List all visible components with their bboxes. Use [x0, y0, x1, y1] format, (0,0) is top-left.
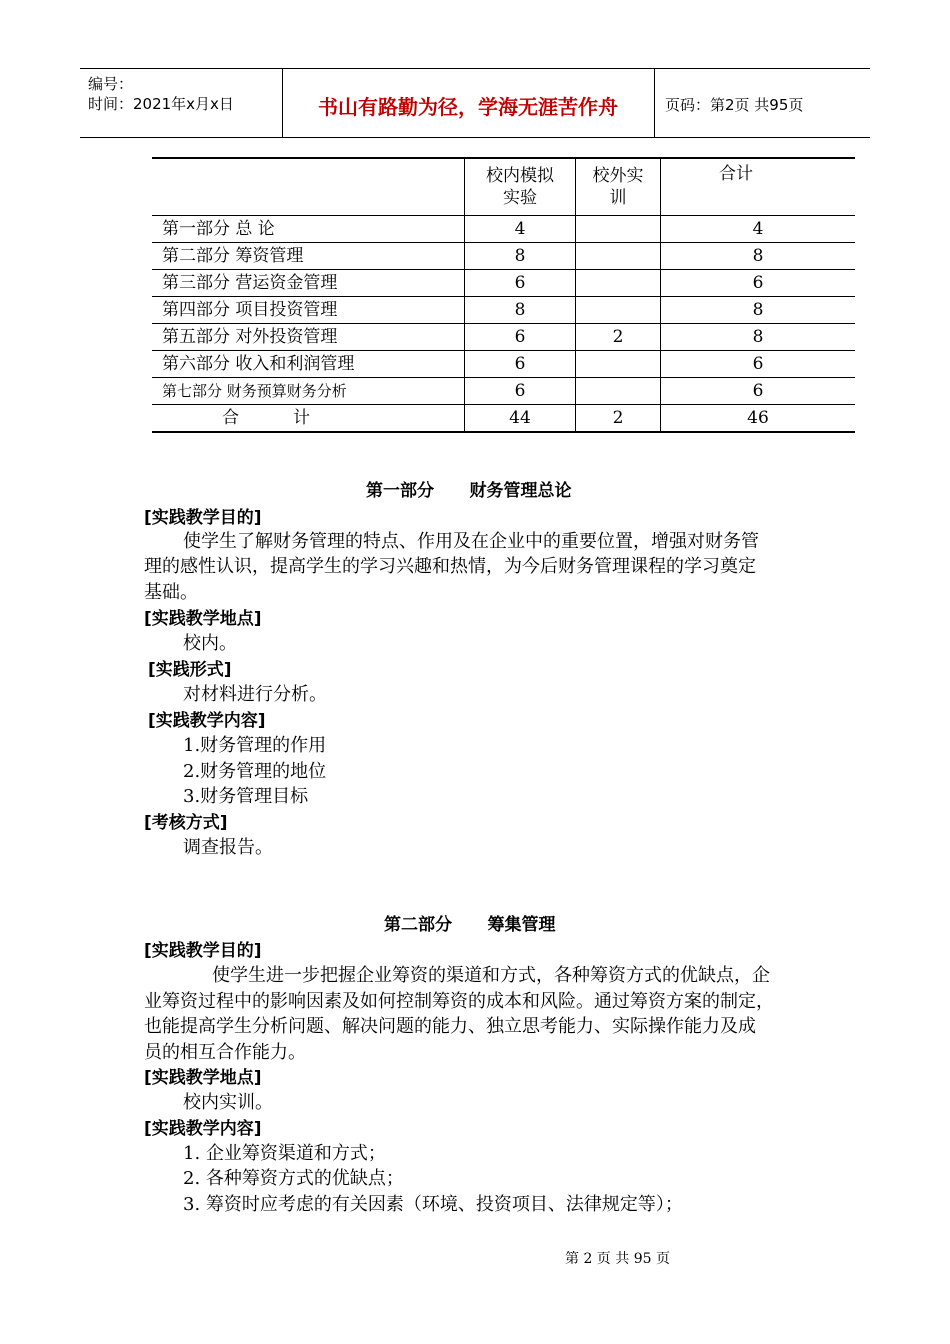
section2-purpose-line: 业筹资过程中的影响因素及如何控制筹资的成本和风险。通过筹资方案的制定， — [144, 991, 774, 1012]
table-row: 第六部分 收入和利润管理 6 6 — [152, 351, 855, 378]
number-label: 编号： — [88, 75, 134, 93]
table-header-blank — [152, 158, 465, 216]
table-row: 第五部分 对外投资管理 6 2 8 — [152, 324, 855, 351]
list-item: 2. 各种筹资方式的优缺点； — [183, 1168, 404, 1189]
table-row: 第七部分 财务预算财务分析 6 6 — [152, 378, 855, 405]
time-label: 时间：2021年x月x日 — [88, 95, 234, 113]
section2-purpose-line: 也能提高学生分析问题、解决问题的能力、独立思考能力、实际操作能力及成 — [144, 1016, 756, 1037]
header-page-cell — [655, 69, 870, 137]
section1-assess: 调查报告。 — [183, 837, 273, 858]
section2-title: 第二部分 筹集管理 — [384, 915, 556, 935]
page-info: 页码：第2页 共95页 — [665, 96, 804, 114]
section2-location: 校内实训。 — [183, 1092, 273, 1113]
section1-purpose-line: 基础。 — [144, 582, 198, 603]
list-item: 3.财务管理目标 — [183, 786, 309, 807]
table-total-row: 合 计 44 2 46 — [152, 405, 855, 433]
section1-purpose-line: 理的感性认识，提高学生的学习兴趣和热情，为今后财务管理课程的学习奠定 — [144, 556, 756, 577]
hours-table — [152, 157, 855, 433]
table-header-external: 校外实 训 — [576, 158, 661, 216]
section2-purpose-line: 使学生进一步把握企业筹资的渠道和方式，各种筹资方式的优缺点，企 — [212, 965, 770, 986]
section1-form: 对材料进行分析。 — [183, 684, 327, 705]
section2-purpose-label: [实践教学目的] — [144, 941, 262, 961]
list-item: 1.财务管理的作用 — [183, 735, 327, 756]
page-footer: 第 2 页 共 95 页 — [565, 1251, 670, 1267]
section2-location-label: [实践教学地点] — [144, 1068, 262, 1088]
table-header-internal: 校内模拟 实验 — [465, 158, 576, 216]
list-item: 3. 筹资时应考虑的有关因素（环境、投资项目、法律规定等）； — [183, 1194, 683, 1215]
section2-purpose-line: 员的相互合作能力。 — [144, 1042, 306, 1063]
section1-assess-label: [考核方式] — [144, 813, 228, 833]
header-meta — [80, 69, 283, 137]
table-row: 第四部分 项目投资管理 8 8 — [152, 297, 855, 324]
section1-purpose-label: [实践教学目的] — [144, 508, 262, 528]
section1-title: 第一部分 财务管理总论 — [366, 481, 572, 501]
table-header-row — [152, 158, 855, 216]
list-item: 1. 企业筹资渠道和方式； — [183, 1143, 386, 1164]
section2-content-label: [实践教学内容] — [144, 1119, 262, 1139]
page-header — [80, 68, 870, 138]
section1-location-label: [实践教学地点] — [144, 609, 262, 629]
table-row: 第三部分 营运资金管理 6 6 — [152, 270, 855, 297]
section1-purpose-line: 使学生了解财务管理的特点、作用及在企业中的重要位置，增强对财务管 — [183, 531, 759, 552]
header-motto-cell — [282, 69, 655, 137]
section1-location: 校内。 — [183, 633, 237, 654]
section1-content-label: [实践教学内容] — [148, 711, 266, 731]
table-row: 第二部分 筹资管理 8 8 — [152, 243, 855, 270]
list-item: 2.财务管理的地位 — [183, 761, 327, 782]
table-row: 第一部分 总 论 4 4 — [152, 216, 855, 243]
motto: 书山有路勤为径，学海无涯苦作舟 — [318, 95, 618, 119]
section1-form-label: [实践形式] — [148, 660, 232, 680]
table-header-total: 合计 — [661, 158, 856, 216]
